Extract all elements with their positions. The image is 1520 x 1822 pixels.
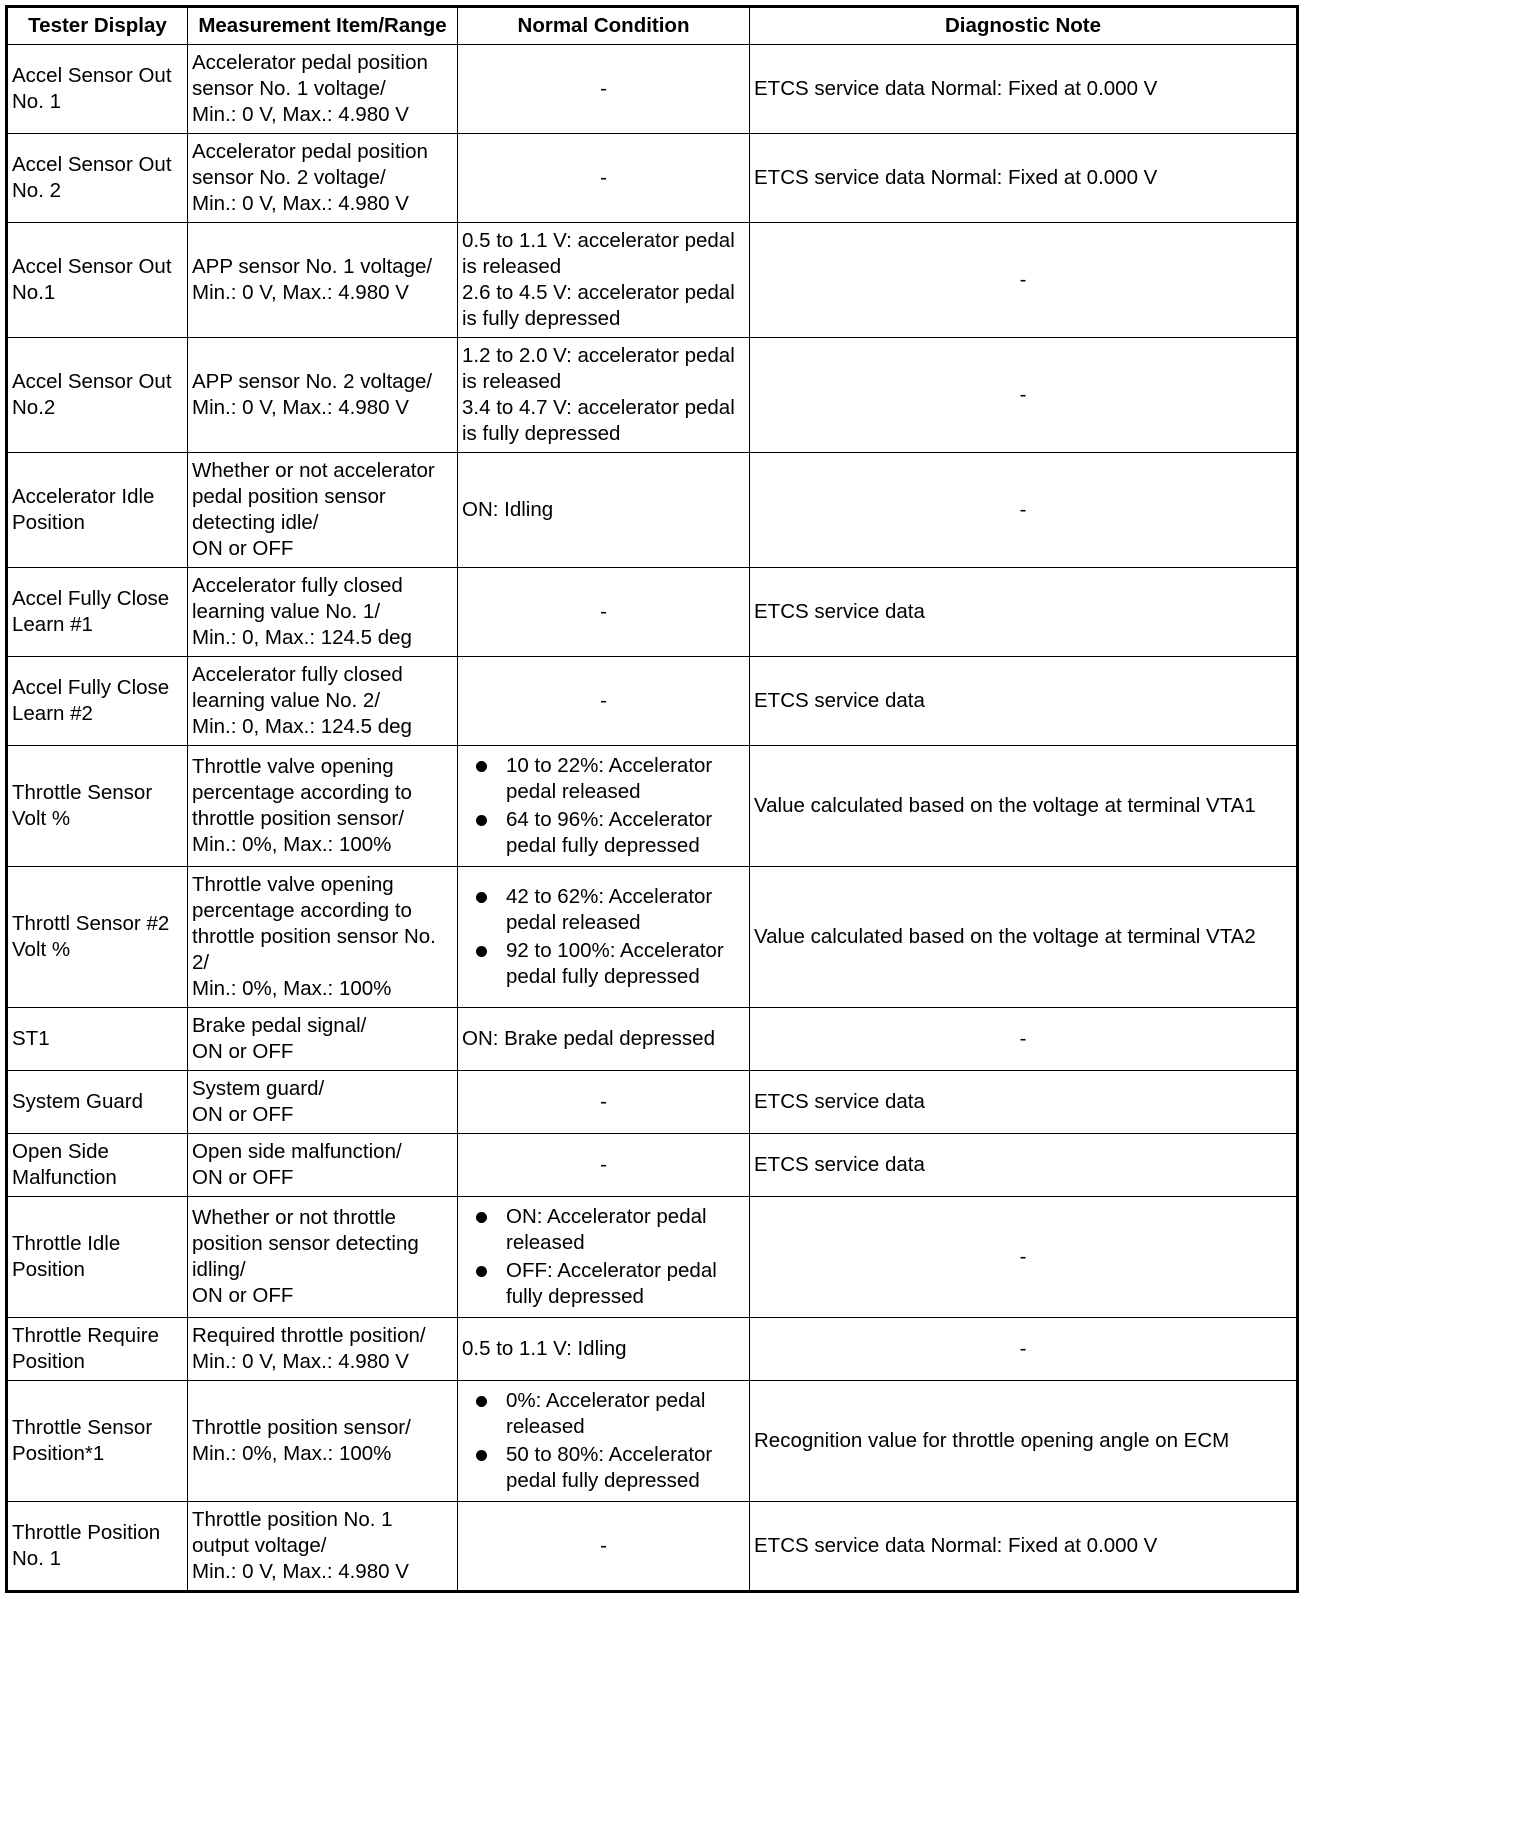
bullet-icon <box>476 1266 487 1277</box>
table-row <box>7 1502 1298 1592</box>
bullet-icon <box>476 1450 487 1461</box>
header-diagnostic-note: Diagnostic Note <box>750 7 1298 45</box>
cell-tester-display: Accel Sensor Out No.1 <box>7 223 188 338</box>
table-row <box>7 1134 1298 1197</box>
cell-tester-display: Throttle Idle Position <box>7 1197 188 1318</box>
cell-tester-display: Accel Fully Close Learn #1 <box>7 568 188 657</box>
list-item-text: OFF: Accelerator pedal fully depressed <box>506 1259 717 1308</box>
cell-measurement-item: Open side malfunction/ ON or OFF <box>188 1134 458 1197</box>
list-item <box>476 884 745 936</box>
bullet-icon <box>476 815 487 826</box>
cell-tester-display: Accel Sensor Out No. 2 <box>7 134 188 223</box>
cell-diagnostic-note: - <box>750 1008 1298 1071</box>
bullet-icon <box>476 761 487 772</box>
cell-tester-display: Accel Sensor Out No.2 <box>7 338 188 453</box>
data-list-table <box>5 5 1299 1593</box>
header-tester-display: Tester Display <box>7 7 188 45</box>
cell-normal-condition: - <box>458 1502 750 1592</box>
cell-normal-condition: ON: Idling <box>458 453 750 568</box>
cell-diagnostic-note: - <box>750 1318 1298 1381</box>
cell-diagnostic-note: - <box>750 338 1298 453</box>
cell-normal-condition: - <box>458 134 750 223</box>
cell-normal-condition <box>458 1381 750 1502</box>
cell-tester-display: Accel Fully Close Learn #2 <box>7 657 188 746</box>
cell-tester-display: Accelerator Idle Position <box>7 453 188 568</box>
list-item <box>476 1388 745 1440</box>
cell-normal-condition: 1.2 to 2.0 V: accelerator pedal is released 3.4 to 4.7 V: accelerator pedal is fully depressed <box>458 338 750 453</box>
cell-measurement-item: Throttle valve opening percentage according to throttle position sensor No. 2/ Min.: 0%, Max.: 100% <box>188 867 458 1008</box>
cell-measurement-item: Whether or not accelerator pedal position sensor detecting idle/ ON or OFF <box>188 453 458 568</box>
cell-measurement-item: Accelerator pedal position sensor No. 1 voltage/ Min.: 0 V, Max.: 4.980 V <box>188 45 458 134</box>
cell-tester-display: Throttle Sensor Position*1 <box>7 1381 188 1502</box>
cell-measurement-item: Whether or not throttle position sensor detecting idling/ ON or OFF <box>188 1197 458 1318</box>
list-item-text: 10 to 22%: Accelerator pedal released <box>506 754 713 803</box>
cell-diagnostic-note: - <box>750 1197 1298 1318</box>
cell-diagnostic-note: ETCS service data <box>750 568 1298 657</box>
header-measurement-item: Measurement Item/Range <box>188 7 458 45</box>
table-row <box>7 223 1298 338</box>
list-item-text: ON: Accelerator pedal released <box>506 1205 707 1254</box>
cell-diagnostic-note: ETCS service data <box>750 1134 1298 1197</box>
list-item <box>476 807 745 859</box>
cell-diagnostic-note: - <box>750 223 1298 338</box>
table-row <box>7 1381 1298 1502</box>
header-row <box>7 7 1298 45</box>
cell-diagnostic-note: ETCS service data Normal: Fixed at 0.000 V <box>750 45 1298 134</box>
list-item-text: 50 to 80%: Accelerator pedal fully depressed <box>506 1443 713 1492</box>
table-row <box>7 1197 1298 1318</box>
normal-condition-list <box>462 884 745 990</box>
cell-measurement-item: Accelerator pedal position sensor No. 2 voltage/ Min.: 0 V, Max.: 4.980 V <box>188 134 458 223</box>
bullet-icon <box>476 946 487 957</box>
table-body <box>7 45 1298 1592</box>
list-item-text: 0%: Accelerator pedal released <box>506 1389 706 1438</box>
cell-measurement-item: Throttle position No. 1 output voltage/ Min.: 0 V, Max.: 4.980 V <box>188 1502 458 1592</box>
cell-normal-condition: - <box>458 568 750 657</box>
cell-measurement-item: APP sensor No. 1 voltage/ Min.: 0 V, Max.: 4.980 V <box>188 223 458 338</box>
cell-tester-display: Accel Sensor Out No. 1 <box>7 45 188 134</box>
cell-tester-display: System Guard <box>7 1071 188 1134</box>
table-header <box>7 7 1298 45</box>
bullet-icon <box>476 1396 487 1407</box>
list-item-text: 42 to 62%: Accelerator pedal released <box>506 885 713 934</box>
cell-diagnostic-note: ETCS service data Normal: Fixed at 0.000 V <box>750 1502 1298 1592</box>
cell-normal-condition <box>458 867 750 1008</box>
table-row <box>7 568 1298 657</box>
cell-normal-condition: ON: Brake pedal depressed <box>458 1008 750 1071</box>
list-item-text: 64 to 96%: Accelerator pedal fully depressed <box>506 808 713 857</box>
list-item-text: 92 to 100%: Accelerator pedal fully depressed <box>506 939 724 988</box>
cell-measurement-item: Throttle position sensor/ Min.: 0%, Max.: 100% <box>188 1381 458 1502</box>
cell-measurement-item: Accelerator fully closed learning value No. 2/ Min.: 0, Max.: 124.5 deg <box>188 657 458 746</box>
cell-measurement-item: System guard/ ON or OFF <box>188 1071 458 1134</box>
cell-normal-condition: - <box>458 45 750 134</box>
list-item <box>476 1204 745 1256</box>
table-row <box>7 1318 1298 1381</box>
table-row <box>7 338 1298 453</box>
table-row <box>7 746 1298 867</box>
cell-tester-display: ST1 <box>7 1008 188 1071</box>
list-item <box>476 938 745 990</box>
cell-tester-display: Throttle Sensor Volt % <box>7 746 188 867</box>
header-normal-condition: Normal Condition <box>458 7 750 45</box>
cell-diagnostic-note: ETCS service data <box>750 657 1298 746</box>
cell-normal-condition <box>458 746 750 867</box>
table-row <box>7 1008 1298 1071</box>
table-row <box>7 657 1298 746</box>
cell-measurement-item: Throttle valve opening percentage according to throttle position sensor/ Min.: 0%, Max.: 100% <box>188 746 458 867</box>
cell-tester-display: Open Side Malfunction <box>7 1134 188 1197</box>
cell-measurement-item: APP sensor No. 2 voltage/ Min.: 0 V, Max.: 4.980 V <box>188 338 458 453</box>
cell-diagnostic-note: ETCS service data Normal: Fixed at 0.000 V <box>750 134 1298 223</box>
cell-normal-condition: - <box>458 1071 750 1134</box>
bullet-icon <box>476 892 487 903</box>
normal-condition-list <box>462 1388 745 1494</box>
cell-measurement-item: Brake pedal signal/ ON or OFF <box>188 1008 458 1071</box>
cell-tester-display: Throttl Sensor #2 Volt % <box>7 867 188 1008</box>
cell-measurement-item: Required throttle position/ Min.: 0 V, Max.: 4.980 V <box>188 1318 458 1381</box>
table-row <box>7 134 1298 223</box>
normal-condition-list <box>462 753 745 859</box>
table-row <box>7 1071 1298 1134</box>
cell-diagnostic-note: ETCS service data <box>750 1071 1298 1134</box>
cell-normal-condition: - <box>458 1134 750 1197</box>
list-item <box>476 753 745 805</box>
table-row <box>7 45 1298 134</box>
cell-diagnostic-note: Value calculated based on the voltage at terminal VTA1 <box>750 746 1298 867</box>
table-row <box>7 867 1298 1008</box>
cell-normal-condition: - <box>458 657 750 746</box>
cell-diagnostic-note: Recognition value for throttle opening angle on ECM <box>750 1381 1298 1502</box>
cell-tester-display: Throttle Require Position <box>7 1318 188 1381</box>
cell-normal-condition <box>458 1197 750 1318</box>
cell-measurement-item: Accelerator fully closed learning value No. 1/ Min.: 0, Max.: 124.5 deg <box>188 568 458 657</box>
normal-condition-list <box>462 1204 745 1310</box>
cell-diagnostic-note: - <box>750 453 1298 568</box>
list-item <box>476 1258 745 1310</box>
bullet-icon <box>476 1212 487 1223</box>
cell-normal-condition: 0.5 to 1.1 V: accelerator pedal is released 2.6 to 4.5 V: accelerator pedal is fully depressed <box>458 223 750 338</box>
table-row <box>7 453 1298 568</box>
cell-diagnostic-note: Value calculated based on the voltage at terminal VTA2 <box>750 867 1298 1008</box>
cell-normal-condition: 0.5 to 1.1 V: Idling <box>458 1318 750 1381</box>
list-item <box>476 1442 745 1494</box>
cell-tester-display: Throttle Position No. 1 <box>7 1502 188 1592</box>
